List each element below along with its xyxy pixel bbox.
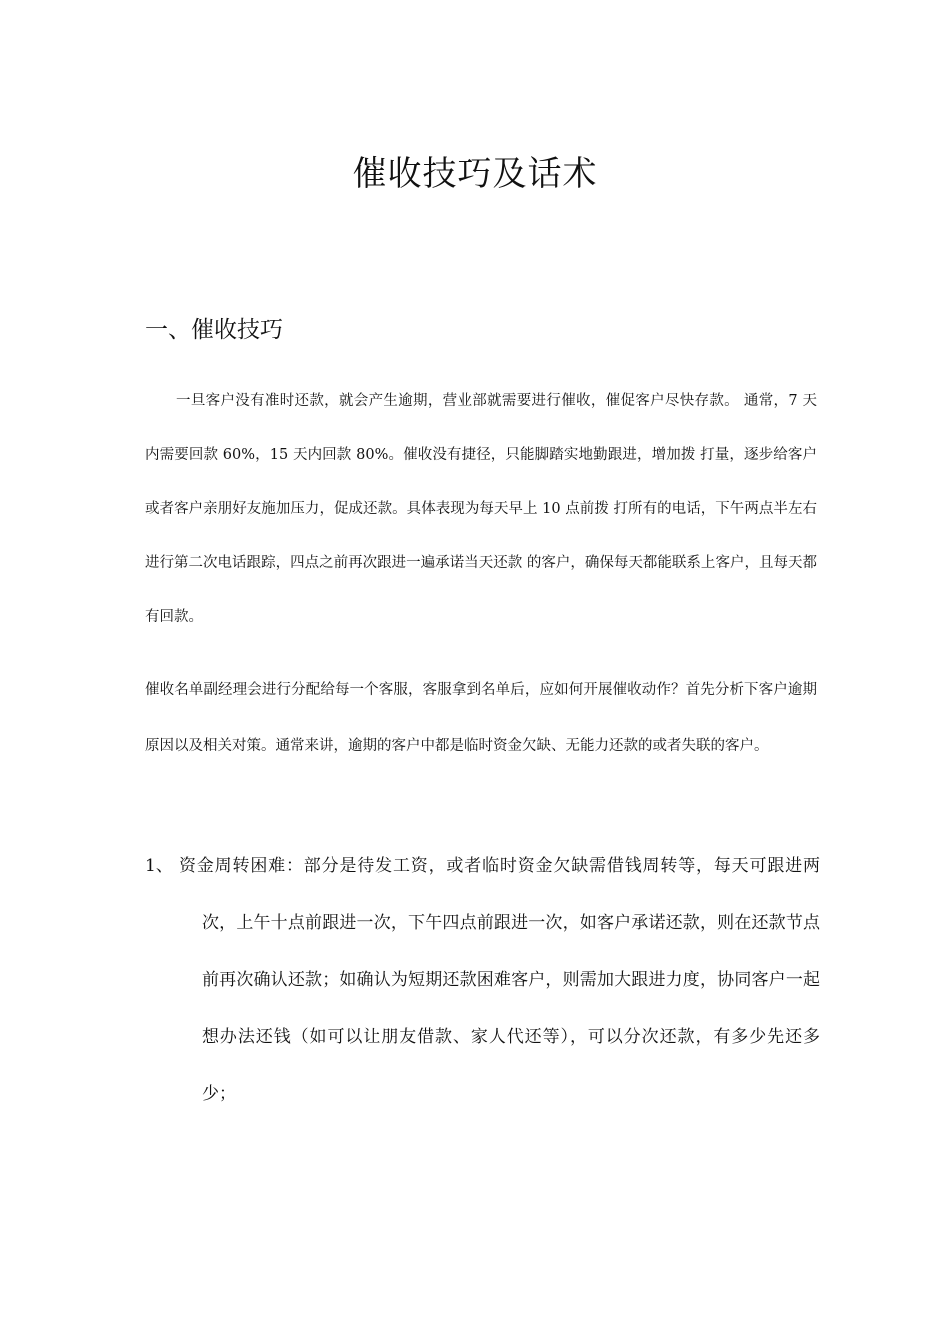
numbered-list-item <box>145 838 820 1123</box>
list-item-text: 资金周转困难：部分是待发工资，或者临时资金欠缺需借钱周转等，每天可跟进两 次，上午十点前跟进一次，下午四点前跟进一次，如客户承诺还款，则在还款节点 前再次确认还款；如确认为短期还款困难客户，则需加大跟进力度，协同客户一起 想办法还钱（如可以让朋友借款、家人代还等），可以分次还款，有多少先还多少； <box>179 856 820 1104</box>
section-heading: 一、催收技巧 <box>145 317 283 343</box>
body-paragraph: 催收名单副经理会进行分配给每一个客服，客服拿到名单后，应如何开展催收动作？首先分析下客户逾期原因以及相关对策。通常来讲，逾期的客户中都是临时资金欠缺、无能力还款的或者失联的客户。 <box>145 682 817 754</box>
list-item-number: 1、 <box>145 856 173 876</box>
document-title: 催收技巧及话术 <box>352 154 598 194</box>
body-paragraph: 一旦客户没有准时还款，就会产生逾期，营业部就需要进行催收，催促客户尽快存款。 通常，7 天内需要回款 60%，15 天内回款 80%。催收没有捷径，只能脚踏实地勤跟进，增加拨 打量，逐步给客户或者客户亲朋好友施加压力，促成还款。具体表现为每天早上 10 点前拨 打所有的电话，下午两点半左右进行第二次电话跟踪，四点之前再次跟进一遍承诺当天还款 的客户，确保每天都能联系上客户，且每天都有回款。 <box>145 393 817 625</box>
